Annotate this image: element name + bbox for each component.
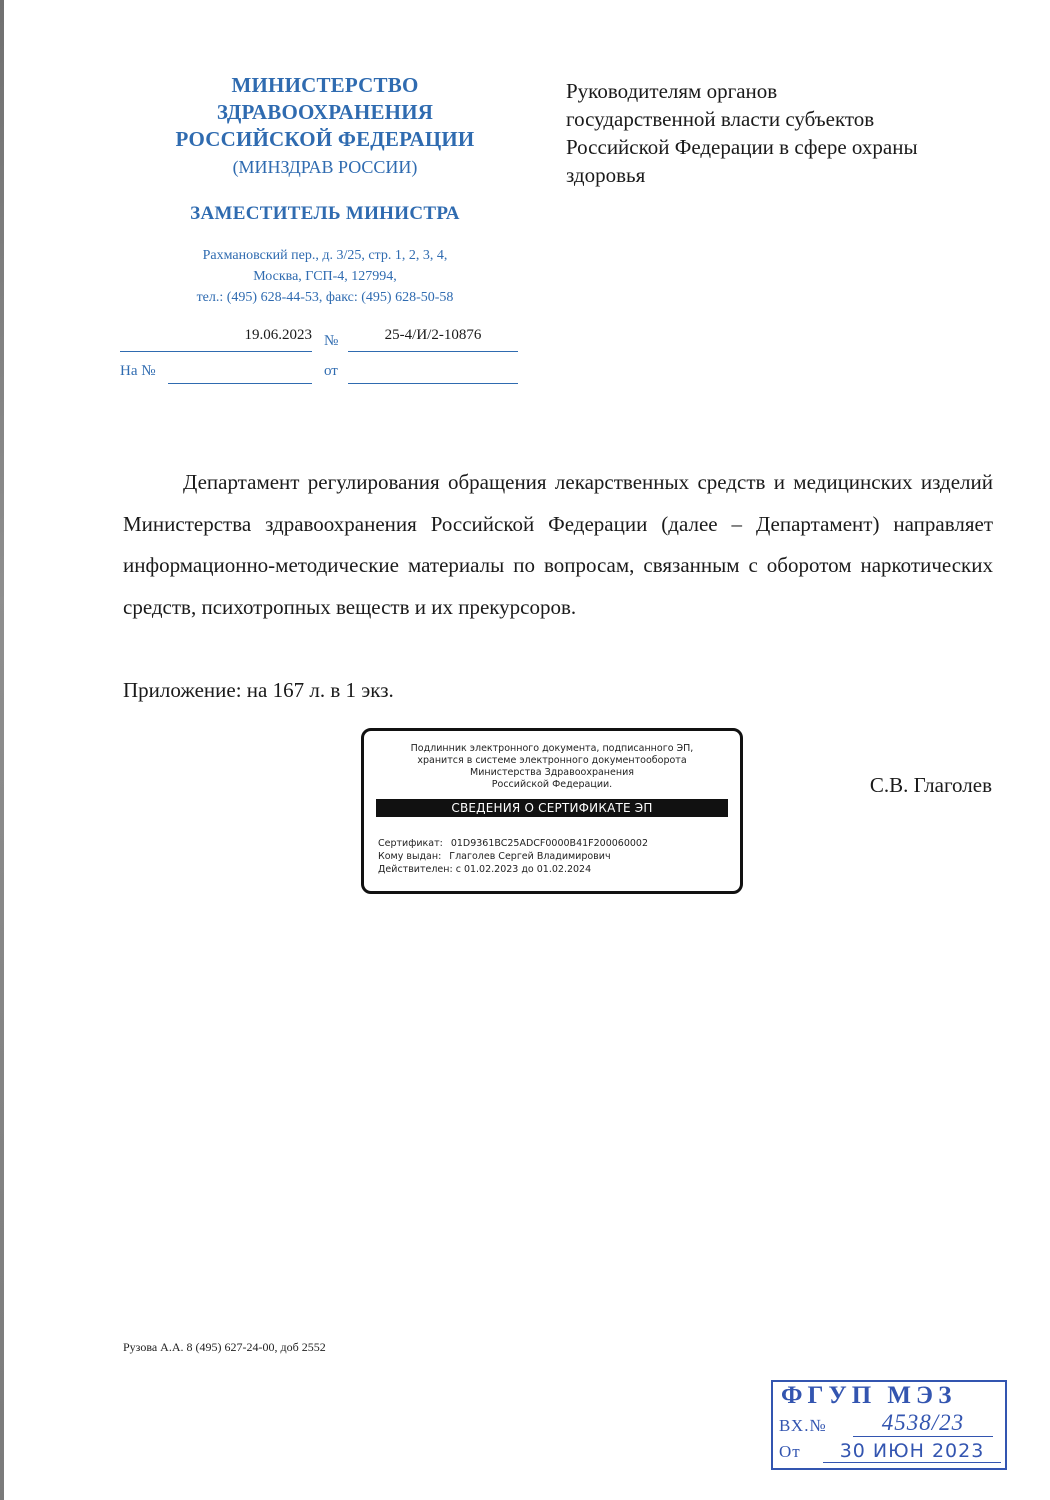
reply-number-line [168, 383, 312, 384]
address-line: Москва, ГСП-4, 127994, [253, 269, 397, 284]
reply-to-label: На № [120, 363, 156, 379]
ministry-address [120, 245, 530, 308]
issued-to-label: Кому выдан: [378, 851, 442, 862]
addressee-line: Российской Федерации в сфере охраны [566, 135, 918, 159]
certificate-row [378, 837, 740, 850]
executor-contact: Рузова А.А. 8 (495) 627-24-00, доб 2552 [123, 1340, 326, 1354]
validity-row: Действителен: с 01.02.2023 до 01.02.2024 [378, 864, 592, 875]
issued-to-value: Глаголев Сергей Владимирович [449, 851, 611, 862]
stamp-date-label: От [779, 1442, 801, 1461]
ministry-line: РОССИЙСКОЙ ФЕДЕРАЦИИ [175, 127, 475, 151]
ep-certificate-info [378, 837, 740, 876]
registration-block [120, 325, 520, 395]
letter-number: 25-4/И/2-10876 [384, 327, 482, 343]
addressee-line: Руководителям органов [566, 79, 778, 103]
attachment-note: Приложение: на 167 л. в 1 экз. [123, 678, 394, 702]
ep-stamp-line: Российской Федерации. [491, 779, 613, 790]
address-line: Рахмановский пер., д. 3/25, стр. 1, 2, 3, 4, [202, 248, 448, 263]
from-label: от [324, 363, 338, 379]
ep-stamp-line: Подлинник электронного документа, подписанного ЭП, [410, 743, 694, 754]
ep-stamp-header [364, 743, 740, 791]
letter-body [123, 462, 993, 628]
addressee-line: здоровья [566, 163, 646, 187]
number-underline [348, 351, 518, 352]
number-sign: № [324, 333, 339, 349]
stamp-incoming-label: ВХ.№ [779, 1416, 827, 1435]
ministry-line: ЗДРАВООХРАНЕНИЯ [216, 100, 434, 124]
stamp-incoming-number: 4538/23 [853, 1410, 993, 1437]
certificate-label: Сертификат: [378, 838, 443, 849]
incoming-registration-stamp [771, 1380, 1007, 1470]
ep-stamp-title: СВЕДЕНИЯ О СЕРТИФИКАТЕ ЭП [376, 799, 728, 817]
ministry-name [120, 72, 530, 153]
certificate-value: 01D9361BC25ADCF0000B41F200060002 [450, 838, 649, 849]
body-paragraph: Департамент регулирования обращения лекарственных средств и медицинских изделий Министерства здравоохранения Российской Федерации (далее – Департамент) направляет информационно-методические материалы по вопросам, связанным с оборотом наркотических средств, психотропных веществ и их прекурсоров. [123, 470, 993, 619]
ministry-line: МИНИСТЕРСТВО [231, 73, 419, 97]
ministry-abbreviation: (МИНЗДРАВ РОССИИ) [232, 157, 418, 177]
letter-date: 19.06.2023 [244, 327, 312, 343]
ep-stamp-line: Министерства Здравоохранения [470, 767, 634, 778]
stamp-date: 30 ИЮН 2023 [823, 1440, 1001, 1463]
letterhead [120, 72, 530, 308]
reply-date-line [348, 383, 518, 384]
addressee [566, 77, 996, 189]
signer-position: ЗАМЕСТИТЕЛЬ МИНИСТРА [190, 203, 460, 224]
stamp-organization: ФГУП МЭЗ [781, 1382, 957, 1409]
electronic-signature-stamp [361, 728, 743, 894]
issued-to-row [378, 850, 740, 863]
ep-stamp-line: хранится в системе электронного документооборота [417, 755, 687, 766]
address-line: тел.: (495) 628-44-53, факс: (495) 628-50-58 [196, 290, 454, 305]
scan-edge-shadow [0, 0, 4, 1500]
date-underline [120, 351, 312, 352]
signer-name: С.В. Глаголев [869, 773, 992, 797]
addressee-line: государственной власти субъектов [566, 107, 875, 131]
